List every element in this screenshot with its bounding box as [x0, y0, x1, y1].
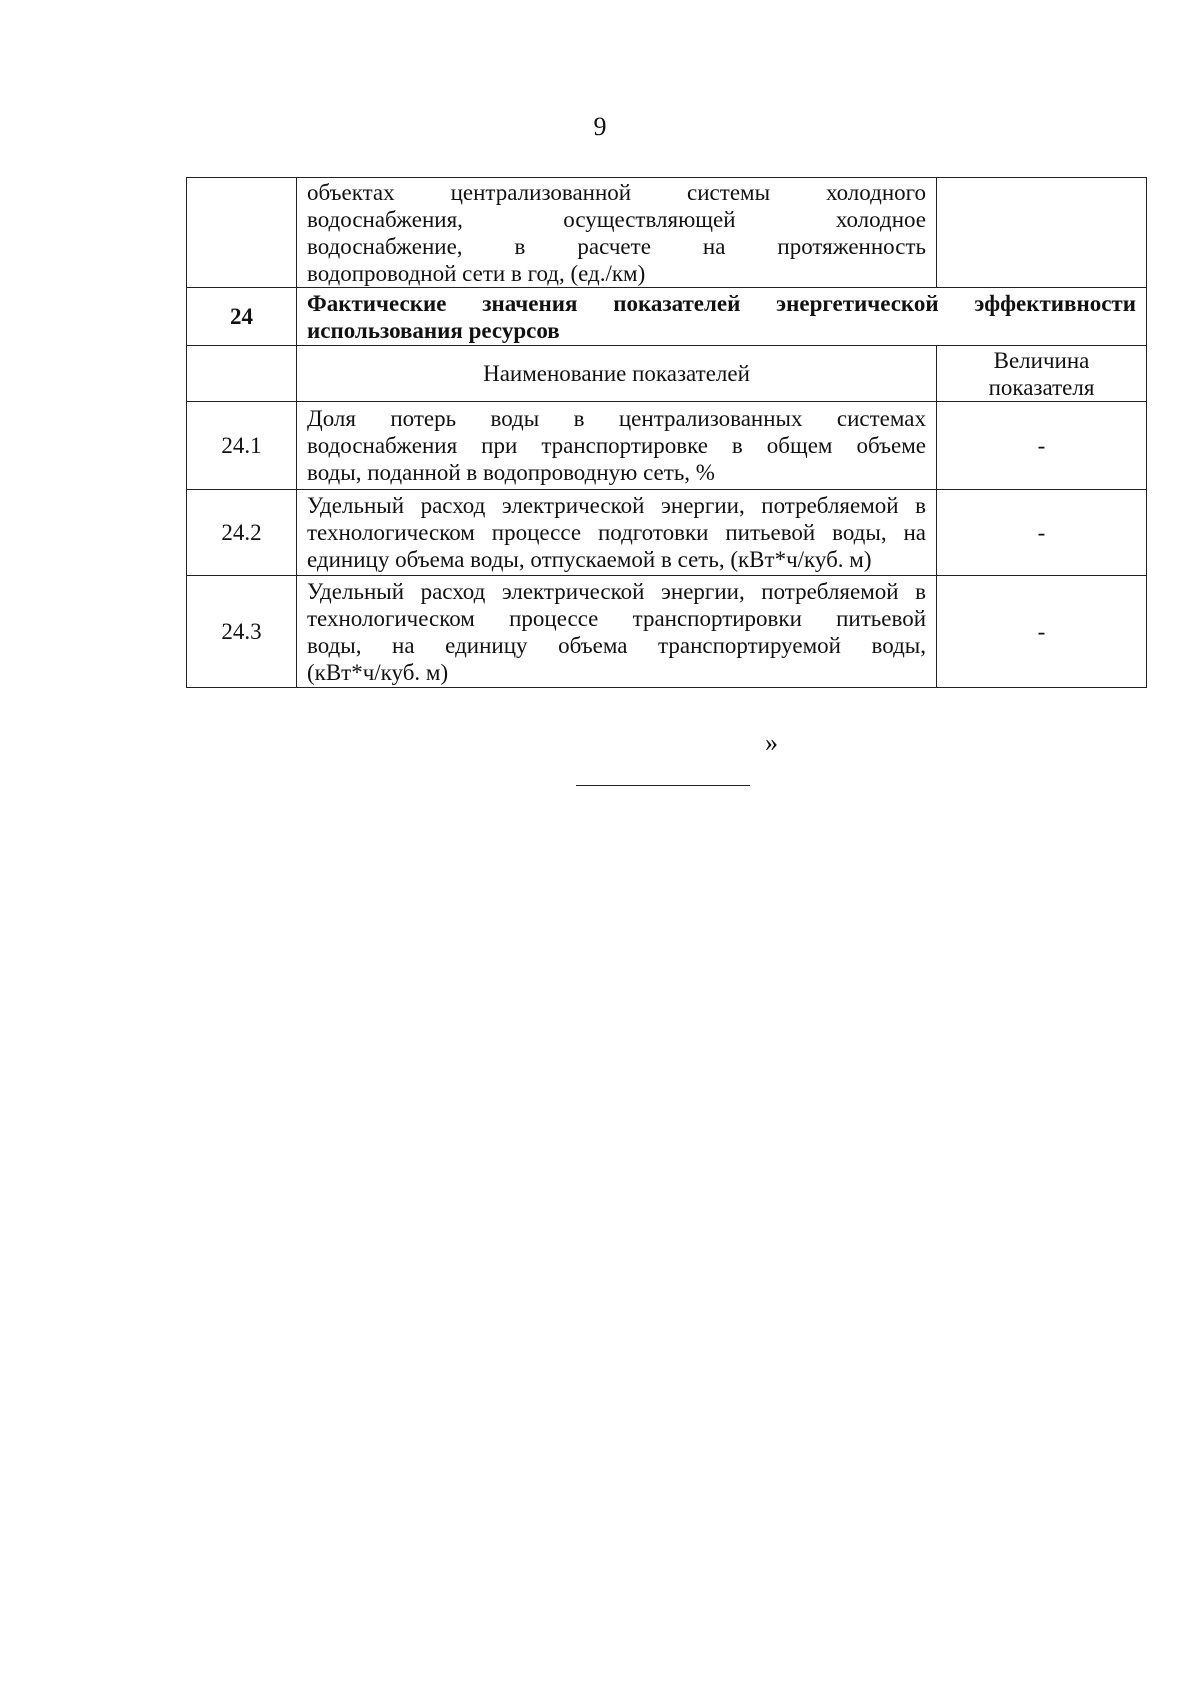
header-name-label: Наименование показателей	[297, 346, 937, 402]
section-title-line: Фактические значения показателей энергетической эффективности	[307, 290, 1136, 316]
end-divider	[576, 785, 750, 786]
row-number: 24.2	[187, 490, 297, 576]
table-row	[187, 402, 1147, 490]
closing-quote: »	[765, 728, 778, 757]
description-line: Доля потерь воды в централизованных системах	[307, 406, 926, 431]
row-number: 24.3	[187, 576, 297, 688]
row-value	[937, 178, 1147, 288]
row-value: -	[937, 402, 1147, 490]
header-number	[187, 346, 297, 402]
description-line: единицу объема воды, отпускаемой в сеть, (кВт*ч/куб. м)	[307, 547, 872, 572]
description-line: объектах централизованной системы холодного	[307, 179, 926, 205]
section-title-line: использования ресурсов	[307, 317, 560, 343]
description-line: воды, поданной в водопроводную сеть, %	[307, 460, 715, 485]
header-value-label	[937, 346, 1147, 402]
section-row	[187, 288, 1147, 346]
page-number: 9	[593, 112, 607, 141]
description-line: водоснабжение, в расчете на протяженность	[307, 233, 926, 259]
description-line: водоснабжения, осуществляющей холодное	[307, 206, 926, 232]
row-description	[297, 576, 937, 688]
description-line: водоснабжения при транспортировке в общем объеме	[307, 433, 926, 458]
row-number: 24.1	[187, 402, 297, 490]
description-line: Удельный расход электрической энергии, потребляемой в	[307, 578, 926, 604]
table-row-continuation	[187, 178, 1147, 288]
table-row	[187, 490, 1147, 576]
table-row	[187, 576, 1147, 688]
header-value-line: Величина	[993, 347, 1090, 373]
indicators-table	[186, 177, 1147, 688]
row-number	[187, 178, 297, 288]
description-line: технологическом процессе транспортировки питьевой	[307, 605, 926, 631]
description-line: (кВт*ч/куб. м)	[307, 659, 449, 685]
description-line: водопроводной сети в год, (ед./км)	[307, 260, 646, 286]
header-row	[187, 346, 1147, 402]
section-title	[297, 288, 1147, 346]
description-line: воды, на единицу объема транспортируемой воды,	[307, 632, 926, 658]
header-value-line: показателя	[988, 374, 1095, 400]
description-line: Удельный расход электрической энергии, потребляемой в	[307, 493, 926, 518]
description-line: технологическом процессе подготовки питьевой воды, на	[307, 520, 926, 545]
row-value: -	[937, 490, 1147, 576]
row-value: -	[937, 576, 1147, 688]
row-description	[297, 490, 937, 576]
row-description	[297, 178, 937, 288]
row-description	[297, 402, 937, 490]
section-number: 24	[187, 288, 297, 346]
